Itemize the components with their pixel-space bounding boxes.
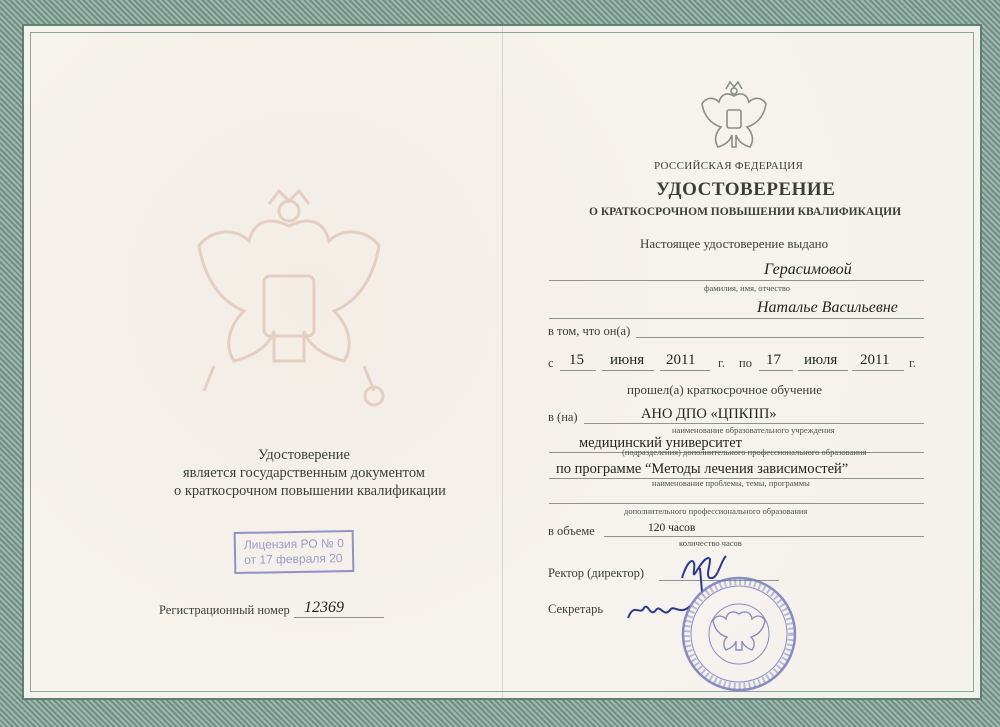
date-from-month-line xyxy=(602,370,654,371)
date-to-year: 2011 xyxy=(860,352,890,368)
validity-statement xyxy=(174,446,446,500)
double-headed-eagle-icon xyxy=(699,78,769,153)
secretary-label: Секретарь xyxy=(548,602,604,616)
name-line xyxy=(549,318,924,319)
validity-line-3: о краткосрочном повышении квалификации xyxy=(174,483,446,499)
document-title: УДОСТОВЕРЕНИЕ xyxy=(656,179,836,200)
fio-caption: фамилия, имя, отчество xyxy=(704,283,791,293)
date-from-prefix: с xyxy=(548,356,554,370)
validity-line-2: является государственным документом xyxy=(183,465,425,481)
page-fold xyxy=(502,26,503,698)
volume-label: в объеме xyxy=(548,524,595,538)
program-caption: наименование проблемы, темы, программы xyxy=(652,478,810,488)
date-from-year-line xyxy=(660,370,710,371)
country-name: РОССИЙСКАЯ ФЕДЕРАЦИЯ xyxy=(654,160,804,172)
round-seal-icon xyxy=(679,574,799,694)
license-stamp-line-2: от 17 февраля 20 xyxy=(244,551,343,567)
date-to-year-line xyxy=(852,370,904,371)
date-from-day: 15 xyxy=(569,352,584,368)
institution-caption: наименование образовательного учреждения xyxy=(672,425,835,435)
program-name: по программе “Методы лечения зависимостей” xyxy=(556,461,849,477)
recipient-surname: Герасимовой xyxy=(764,261,852,278)
date-to-prefix: по xyxy=(739,356,752,370)
registration-label: Регистрационный номер xyxy=(159,603,290,617)
date-to-day-line xyxy=(759,370,793,371)
institution-label: в (на) xyxy=(548,410,578,424)
russian-coat-of-arms-icon xyxy=(174,186,404,416)
volume-line xyxy=(604,536,924,537)
license-stamp-line-1: Лицензия РО № 0 xyxy=(243,536,344,552)
date-from-day-line xyxy=(560,370,596,371)
registration-number: 12369 xyxy=(304,599,344,616)
rector-label: Ректор (директор) xyxy=(548,566,645,580)
date-from-year: 2011 xyxy=(666,352,696,368)
volume-caption: количество часов xyxy=(679,538,742,548)
date-to-day: 17 xyxy=(766,352,781,368)
volume-value: 120 часов xyxy=(648,522,696,534)
passed-training-text: прошел(а) краткосрочное обучение xyxy=(627,382,823,397)
department-caption: (подразделения) дополнительного профессионального образования xyxy=(622,447,867,457)
certificate-paper xyxy=(22,24,982,700)
document-subtitle: О КРАТКОСРОЧНОМ ПОВЫШЕНИИ КВАЛИФИКАЦИИ xyxy=(589,206,902,218)
department-name: медицинский университет xyxy=(579,435,742,451)
date-to-month-line xyxy=(798,370,848,371)
registration-line xyxy=(294,617,384,618)
date-to-month: июля xyxy=(804,352,838,368)
in-that-line xyxy=(636,337,924,338)
program-line-2 xyxy=(549,503,924,504)
date-to-year-suffix: г. xyxy=(909,356,916,370)
validity-line-1: Удостоверение xyxy=(258,447,350,463)
date-from-month: июня xyxy=(610,352,645,368)
recipient-name: Наталье Васильевне xyxy=(757,299,898,316)
surname-line xyxy=(549,280,924,281)
issued-to-text: Настоящее удостоверение выдано xyxy=(640,236,829,251)
program-caption-2: дополнительного профессионального образования xyxy=(624,506,808,516)
institution-name: АНО ДПО «ЦПКПП» xyxy=(641,406,777,422)
institution-line xyxy=(584,423,924,424)
in-that-text: в том, что он(а) xyxy=(548,324,631,338)
date-from-year-suffix: г. xyxy=(718,356,725,370)
license-stamp xyxy=(234,530,355,574)
